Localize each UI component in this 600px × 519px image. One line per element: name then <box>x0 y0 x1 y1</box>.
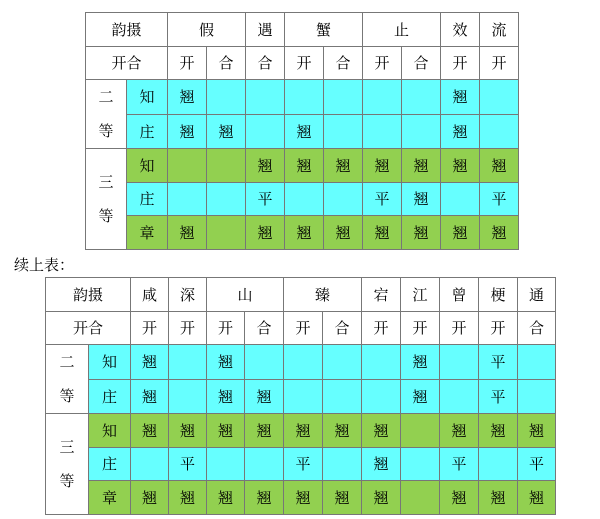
header-kaihe: 开合 <box>86 46 168 80</box>
data-cell: 翘 <box>323 481 362 515</box>
data-cell <box>324 182 363 216</box>
deng-label-char: 二 <box>59 353 75 371</box>
data-cell: 翘 <box>245 481 284 515</box>
deng-label <box>46 345 89 414</box>
data-cell <box>324 114 363 149</box>
data-cell <box>245 447 284 481</box>
data-cell <box>440 345 479 380</box>
data-cell: 翘 <box>480 149 519 183</box>
kaihe-cell: 开 <box>131 311 169 345</box>
data-cell: 翘 <box>362 414 401 448</box>
data-cell: 翘 <box>207 345 245 380</box>
data-cell: 翘 <box>169 414 207 448</box>
data-cell <box>324 80 363 115</box>
data-cell: 翘 <box>440 481 479 515</box>
kaihe-cell: 开 <box>284 311 323 345</box>
data-cell <box>440 379 479 414</box>
initial-label: 庄 <box>127 114 168 149</box>
deng-label-char: 等 <box>98 122 114 140</box>
data-cell: 平 <box>363 182 402 216</box>
data-cell <box>363 80 402 115</box>
data-cell: 翘 <box>441 216 480 250</box>
deng-label <box>86 80 127 149</box>
data-cell <box>479 447 518 481</box>
data-cell <box>480 114 519 149</box>
data-cell: 翘 <box>207 114 246 149</box>
data-cell <box>362 379 401 414</box>
kaihe-cell: 开 <box>362 311 401 345</box>
deng-label <box>46 414 89 515</box>
data-cell: 翘 <box>362 447 401 481</box>
data-cell: 翘 <box>441 149 480 183</box>
initial-label: 庄 <box>89 379 131 414</box>
kaihe-cell: 合 <box>245 311 284 345</box>
group-header: 深 <box>169 278 207 312</box>
kaihe-cell: 开 <box>441 46 480 80</box>
initial-label: 章 <box>89 481 131 515</box>
data-cell: 翘 <box>401 379 440 414</box>
kaihe-cell: 开 <box>440 311 479 345</box>
kaihe-cell: 合 <box>324 46 363 80</box>
group-header: 效 <box>441 13 480 47</box>
data-cell: 翘 <box>402 216 441 250</box>
data-cell: 翘 <box>402 149 441 183</box>
data-cell: 平 <box>246 182 285 216</box>
kaihe-cell: 开 <box>479 311 518 345</box>
data-cell <box>285 182 324 216</box>
data-cell: 平 <box>479 345 518 380</box>
data-cell: 平 <box>440 447 479 481</box>
data-cell <box>207 447 245 481</box>
group-header: 遇 <box>246 13 285 47</box>
data-cell: 翘 <box>324 149 363 183</box>
continued-label: 续上表： <box>14 256 75 274</box>
data-cell <box>168 182 207 216</box>
group-header: 蟹 <box>285 13 363 47</box>
data-cell: 翘 <box>285 149 324 183</box>
data-cell <box>401 414 440 448</box>
deng-label-char: 等 <box>59 471 75 490</box>
group-header: 曾 <box>440 278 479 312</box>
data-cell <box>323 447 362 481</box>
group-header: 梗 <box>479 278 518 312</box>
data-cell: 翘 <box>441 80 480 115</box>
data-cell: 翘 <box>131 379 169 414</box>
data-cell <box>131 447 169 481</box>
deng-label-char: 二 <box>98 88 114 106</box>
header-kaihe: 开合 <box>46 311 131 345</box>
initial-label: 章 <box>127 216 168 250</box>
group-header: 流 <box>480 13 519 47</box>
data-cell <box>362 345 401 380</box>
kaihe-cell: 开 <box>169 311 207 345</box>
initial-label: 庄 <box>89 447 131 481</box>
kaihe-cell: 开 <box>207 311 245 345</box>
group-header: 假 <box>168 13 246 47</box>
initial-label: 知 <box>89 414 131 448</box>
data-cell <box>207 216 246 250</box>
data-cell <box>284 345 323 380</box>
data-cell <box>245 345 284 380</box>
data-cell: 翘 <box>168 216 207 250</box>
data-cell: 翘 <box>246 216 285 250</box>
data-cell <box>518 345 556 380</box>
deng-label-char: 三 <box>59 437 75 456</box>
data-cell: 翘 <box>131 345 169 380</box>
data-cell: 翘 <box>440 414 479 448</box>
kaihe-cell: 合 <box>323 311 362 345</box>
data-cell: 平 <box>480 182 519 216</box>
kaihe-cell: 开 <box>363 46 402 80</box>
kaihe-cell: 合 <box>246 46 285 80</box>
data-cell <box>402 80 441 115</box>
header-yunshe: 韵摄 <box>86 13 168 47</box>
data-cell <box>401 481 440 515</box>
kaihe-cell: 开 <box>168 46 207 80</box>
kaihe-cell: 开 <box>285 46 324 80</box>
data-cell: 翘 <box>169 481 207 515</box>
initial-label: 知 <box>127 149 168 183</box>
group-header: 通 <box>518 278 556 312</box>
data-cell: 翘 <box>246 149 285 183</box>
header-yunshe: 韵摄 <box>46 278 131 312</box>
deng-label-char: 三 <box>98 172 114 191</box>
data-cell <box>207 182 246 216</box>
data-cell: 翘 <box>207 481 245 515</box>
data-cell: 翘 <box>207 414 245 448</box>
initial-label: 庄 <box>127 182 168 216</box>
group-header: 咸 <box>131 278 169 312</box>
kaihe-cell: 开 <box>401 311 440 345</box>
data-cell: 翘 <box>168 80 207 115</box>
initial-label: 知 <box>89 345 131 380</box>
data-cell: 翘 <box>363 216 402 250</box>
data-cell <box>169 379 207 414</box>
group-header: 臻 <box>284 278 362 312</box>
data-cell: 翘 <box>131 414 169 448</box>
data-cell: 翘 <box>479 414 518 448</box>
data-cell <box>401 447 440 481</box>
data-cell: 翘 <box>362 481 401 515</box>
data-cell: 翘 <box>402 182 441 216</box>
data-cell: 翘 <box>480 216 519 250</box>
data-cell: 翘 <box>285 216 324 250</box>
kaihe-cell: 合 <box>518 311 556 345</box>
group-header: 宕 <box>362 278 401 312</box>
data-cell <box>402 114 441 149</box>
initial-label: 知 <box>127 80 168 115</box>
data-cell: 翘 <box>285 114 324 149</box>
data-cell <box>441 182 480 216</box>
data-cell <box>168 149 207 183</box>
data-cell <box>284 379 323 414</box>
kaihe-cell: 合 <box>402 46 441 80</box>
group-header: 山 <box>207 278 284 312</box>
data-cell <box>246 114 285 149</box>
deng-label <box>86 149 127 250</box>
data-cell: 翘 <box>168 114 207 149</box>
data-cell <box>480 80 519 115</box>
data-cell: 平 <box>479 379 518 414</box>
data-cell <box>363 114 402 149</box>
data-cell: 平 <box>518 447 556 481</box>
data-cell: 翘 <box>441 114 480 149</box>
data-cell <box>518 379 556 414</box>
data-cell: 翘 <box>131 481 169 515</box>
deng-label-char: 等 <box>59 387 75 405</box>
data-cell <box>207 80 246 115</box>
group-header: 江 <box>401 278 440 312</box>
group-header: 止 <box>363 13 441 47</box>
table-main <box>85 12 519 250</box>
kaihe-cell: 开 <box>480 46 519 80</box>
data-cell: 翘 <box>518 414 556 448</box>
data-cell: 翘 <box>284 481 323 515</box>
data-cell <box>207 149 246 183</box>
data-cell: 翘 <box>245 379 284 414</box>
data-cell: 翘 <box>401 345 440 380</box>
data-cell <box>323 379 362 414</box>
data-cell <box>323 345 362 380</box>
data-cell: 翘 <box>323 414 362 448</box>
data-cell: 平 <box>169 447 207 481</box>
data-cell: 翘 <box>207 379 245 414</box>
data-cell <box>169 345 207 380</box>
data-cell: 翘 <box>479 481 518 515</box>
data-cell: 翘 <box>324 216 363 250</box>
kaihe-cell: 合 <box>207 46 246 80</box>
data-cell <box>246 80 285 115</box>
table-continued <box>45 277 556 515</box>
data-cell: 翘 <box>363 149 402 183</box>
data-cell: 平 <box>284 447 323 481</box>
data-cell: 翘 <box>518 481 556 515</box>
data-cell <box>285 80 324 115</box>
deng-label-char: 等 <box>98 206 114 225</box>
data-cell: 翘 <box>284 414 323 448</box>
data-cell: 翘 <box>245 414 284 448</box>
